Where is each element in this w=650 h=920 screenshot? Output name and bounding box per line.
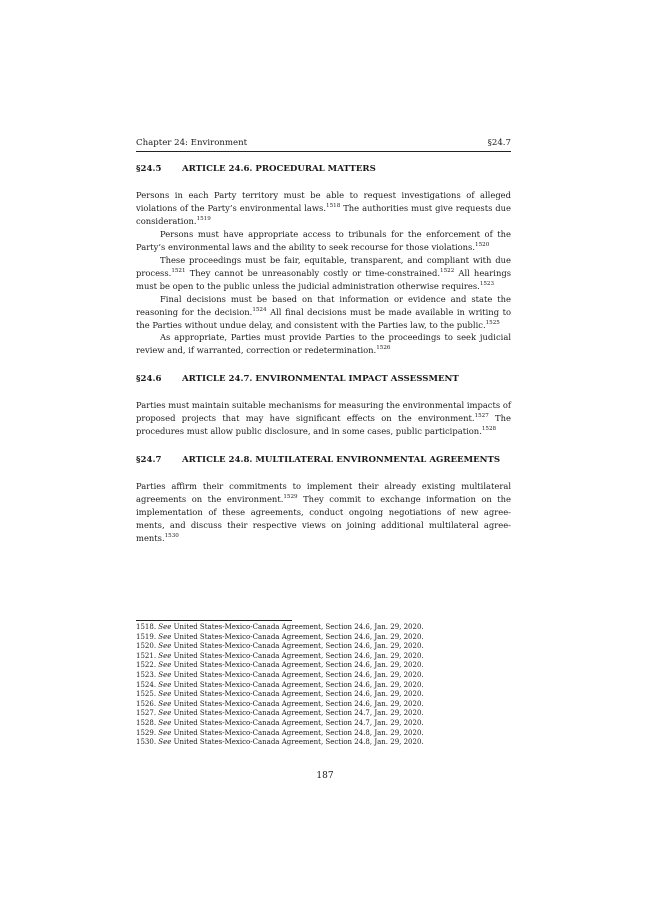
section-number: §24.7 bbox=[136, 455, 162, 466]
section-number: §24.5 bbox=[136, 164, 162, 174]
paragraph-text: The authorities must give requests due consideration. bbox=[136, 202, 511, 226]
paragraph-text: Parties affirm their commitments to implement their already existing multilateral agreements on the environment. bbox=[136, 481, 511, 505]
section-heading bbox=[136, 373, 511, 385]
paragraph-text: All hearings must be open to the public unless the judicial administration otherwise requires. bbox=[136, 267, 512, 291]
footnote-text: United States-Mexico-Canada Agreement, Section 24.6, Jan. 29, 2020. bbox=[173, 690, 424, 699]
footnote-ref: 1522 bbox=[440, 267, 455, 274]
footnote-ref: 1529 bbox=[283, 494, 298, 501]
footnote-signal: See bbox=[158, 623, 172, 631]
footnote bbox=[136, 661, 511, 671]
footnote-ref: 1530 bbox=[164, 533, 179, 540]
footnote-number: 1518. bbox=[136, 623, 157, 631]
footnote-number: 1521. bbox=[136, 651, 157, 660]
footnote-signal: See bbox=[158, 709, 172, 718]
footnote bbox=[136, 719, 511, 729]
footnote bbox=[136, 700, 511, 710]
footnote bbox=[136, 652, 511, 662]
footnote-text: United States-Mexico-Canada Agreement, Section 24.6, Jan. 29, 2020. bbox=[173, 632, 424, 641]
footnote bbox=[136, 671, 511, 681]
footnote bbox=[136, 709, 511, 719]
footnote-ref: 1524 bbox=[252, 306, 267, 313]
paragraph-text: As appropriate, Parties must provide Parties to the proceedings to seek judicial review and, if warranted, correction or redetermination. bbox=[136, 332, 511, 356]
footnote bbox=[136, 623, 511, 633]
paragraph-text: They commit to exchange information on the implementation of these agreements, conduct ongoing negotiations of new agree-ments, and discuss their respective views on joining additional multilateral agree-ments. bbox=[136, 494, 511, 544]
footnote-divider bbox=[136, 620, 292, 621]
footnote-ref: 1520 bbox=[475, 241, 490, 248]
footnote-number: 1526. bbox=[136, 699, 157, 708]
page-content bbox=[136, 138, 511, 545]
footnote-text: United States-Mexico-Canada Agreement, Section 24.8, Jan. 29, 2020. bbox=[173, 728, 424, 737]
footnote-signal: See bbox=[158, 661, 172, 670]
running-head-chapter: Chapter 24: Environment bbox=[136, 138, 248, 148]
footnote-signal: See bbox=[158, 670, 172, 679]
footnote-number: 1529. bbox=[136, 728, 157, 737]
footnote-ref: 1525 bbox=[485, 319, 500, 326]
footnote-ref: 1523 bbox=[479, 280, 495, 287]
paragraph bbox=[136, 254, 511, 293]
footnote-text: United States-Mexico-Canada Agreement, Section 24.6, Jan. 29, 2020. bbox=[173, 699, 424, 708]
footnote-signal: See bbox=[158, 699, 172, 708]
paragraph bbox=[136, 399, 511, 438]
paragraph bbox=[136, 228, 511, 254]
footnote-text: United States-Mexico-Canada Agreement, Section 24.6, Jan. 29, 2020. bbox=[173, 651, 424, 660]
footnote-ref: 1521 bbox=[171, 267, 186, 274]
footnote-text: United States-Mexico-Canada Agreement, Section 24.7, Jan. 29, 2020. bbox=[173, 709, 424, 718]
footnote-ref: 1526 bbox=[376, 345, 391, 352]
footnote-ref: 1519 bbox=[196, 215, 211, 222]
footnote-number: 1527. bbox=[136, 709, 157, 718]
footnote bbox=[136, 633, 511, 643]
section-title: ARTICLE 24.8. MULTILATERAL ENVIRONMENTAL AGREEMENTS bbox=[182, 455, 501, 466]
footnote-text: United States-Mexico-Canada Agreement, Section 24.8, Jan. 29, 2020. bbox=[173, 738, 424, 747]
footnote bbox=[136, 690, 511, 700]
footnote-text: United States-Mexico-Canada Agreement, Section 24.6, Jan. 29, 2020. bbox=[173, 642, 424, 651]
footnote-text: United States-Mexico-Canada Agreement, Section 24.7, Jan. 29, 2020. bbox=[173, 718, 424, 727]
footnote-signal: See bbox=[158, 718, 172, 727]
section-title: ARTICLE 24.6. PROCEDURAL MATTERS bbox=[182, 164, 376, 174]
footnote-number: 1530. bbox=[136, 738, 157, 747]
paragraph bbox=[136, 293, 511, 332]
footnote-signal: See bbox=[158, 690, 172, 699]
paragraph-text: All final decisions must be made available in writing to the Parties without undue delay, and consistent with the Parties law, to the public. bbox=[136, 306, 511, 330]
footnote-number: 1522. bbox=[136, 661, 157, 670]
paragraph-text: Persons in each Party territory must be able to request investigations of alleged violations of the Party’s environmental laws. bbox=[136, 190, 511, 213]
footnote-signal: See bbox=[158, 680, 172, 689]
paragraph bbox=[136, 331, 511, 357]
footnote bbox=[136, 729, 511, 739]
footnote-ref: 1518 bbox=[326, 202, 341, 209]
footnote-signal: See bbox=[158, 728, 172, 737]
footnote-number: 1528. bbox=[136, 718, 157, 727]
footnote bbox=[136, 681, 511, 691]
footnote-signal: See bbox=[158, 632, 172, 641]
paragraph-text: Final decisions must be based on that information or evidence and state the reasoning for the decision. bbox=[136, 293, 511, 317]
footnote-signal: See bbox=[158, 651, 172, 660]
section-title: ARTICLE 24.7. ENVIRONMENTAL IMPACT ASSESSMENT bbox=[182, 374, 459, 385]
paragraph bbox=[136, 480, 511, 545]
footnote-signal: See bbox=[158, 642, 172, 651]
footnote-ref: 1528 bbox=[481, 426, 497, 433]
footnote-text: United States-Mexico-Canada Agreement, Section 24.6, Jan. 29, 2020. bbox=[173, 680, 424, 689]
footnote-number: 1523. bbox=[136, 670, 157, 679]
footnote-number: 1520. bbox=[136, 642, 157, 651]
footnote-text: United States-Mexico-Canada Agreement, Section 24.6, Jan. 29, 2020. bbox=[173, 623, 424, 631]
footnote-text: United States-Mexico-Canada Agreement, Section 24.6, Jan. 29, 2020. bbox=[173, 670, 424, 679]
paragraph-text: They cannot be unreasonably costly or time-constrained. bbox=[185, 267, 441, 278]
paragraph-text: The procedures must allow public disclosure, and in some cases, public participation. bbox=[136, 413, 511, 437]
footnote-text: United States-Mexico-Canada Agreement, Section 24.6, Jan. 29, 2020. bbox=[173, 661, 424, 670]
paragraph-text: Parties must maintain suitable mechanisms for measuring the environmental impacts of proposed projects that may have significant effects on the environment. bbox=[136, 400, 511, 424]
footnotes bbox=[136, 623, 511, 748]
section-heading bbox=[136, 163, 511, 175]
paragraph-text: These proceedings must be fair, equitable, transparent, and compliant with due process. bbox=[136, 254, 511, 278]
footnote bbox=[136, 642, 511, 652]
paragraph bbox=[136, 189, 511, 228]
footnote-number: 1519. bbox=[136, 632, 157, 641]
running-head bbox=[136, 138, 511, 152]
section-number: §24.6 bbox=[136, 374, 162, 385]
running-head-section: §24.7 bbox=[487, 138, 511, 148]
section-heading bbox=[136, 454, 511, 466]
footnote-number: 1524. bbox=[136, 680, 157, 689]
footnote-signal: See bbox=[158, 738, 172, 747]
paragraph-text: Persons must have appropriate access to tribunals for the enforcement of the Party’s environmental laws and the ability to seek recourse for those violations. bbox=[136, 228, 511, 252]
page-number: 187 bbox=[316, 771, 334, 781]
footnote bbox=[136, 738, 511, 748]
footnote-ref: 1527 bbox=[474, 413, 489, 420]
footnote-number: 1525. bbox=[136, 690, 157, 699]
